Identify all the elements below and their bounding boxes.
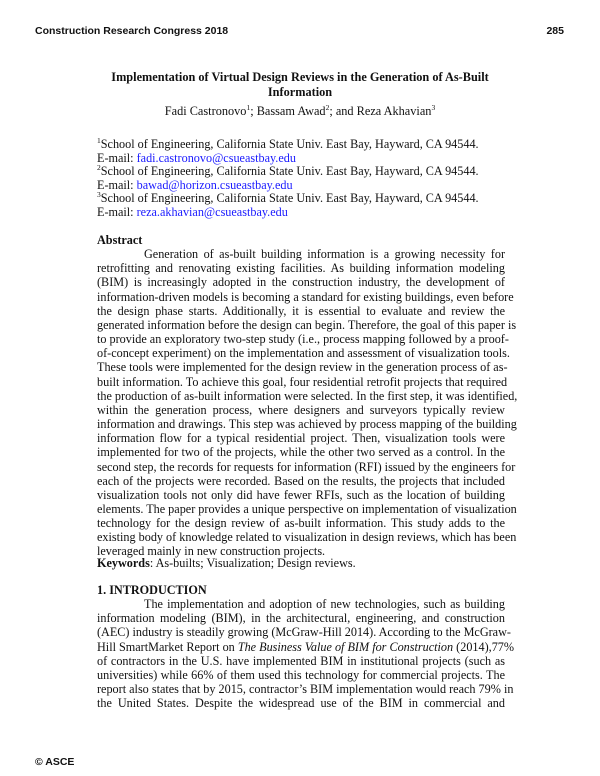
email-label: E-mail: [97, 177, 137, 192]
affiliation [97, 138, 479, 152]
paper-title [0, 70, 600, 100]
affiliation-text: School of Engineering, California State Univ. East Bay, Hayward, CA 94544. [100, 191, 479, 206]
text-line: of contractors in the U.S. have implemented BIM in institutional projects (such as [97, 653, 505, 668]
keywords-text: : As-builts; Visualization; Design reviews. [149, 556, 356, 570]
text-line: (BIM) is increasingly adopted in the construction industry, the development of [97, 275, 505, 290]
title-line: Implementation of Virtual Design Reviews in the Generation of As-Built [111, 70, 489, 84]
affiliations [97, 138, 479, 220]
affiliation-text: School of Engineering, California State Univ. East Bay, Hayward, CA 94544. [100, 164, 479, 179]
text-line: information-driven models is becoming a standard for existing buildings, even before [97, 289, 514, 304]
text-line: each of the projects were recorded. Based on the results, the projects that included [97, 473, 505, 488]
affiliation-email [97, 206, 479, 220]
text-line: These tools were implemented for the design review in the generation process of as- [97, 360, 508, 375]
author-separator: ; [250, 104, 257, 118]
affiliation-text: School of Engineering, California State Univ. East Bay, Hayward, CA 94544. [100, 137, 479, 151]
email-link[interactable]: bawad@horizon.csueastbay.edu [136, 177, 293, 192]
author-name: Fadi Castronovo [164, 104, 247, 118]
text-line: leveraged mainly in new construction projects. [97, 544, 326, 559]
email-link[interactable]: reza.akhavian@csueastbay.edu [136, 204, 288, 219]
text-line: the United States. Despite the widespread use of the BIM in commercial and [97, 696, 505, 711]
copyright-footer: © ASCE [35, 756, 75, 768]
cited-report-title: The Business Value of BIM for Construction [237, 639, 454, 654]
keywords-label: Keywords [97, 556, 150, 570]
text-line: implemented for two of the projects, while the other two served as a control. In the [97, 445, 505, 460]
text-line: retrofitting and renovating existing facilities. As building information modeling [97, 261, 505, 276]
affiliation [97, 165, 479, 179]
affiliation-sup: 2 [97, 163, 101, 173]
author-sup: 3 [431, 103, 436, 112]
author-name: Bassam Awad [256, 104, 326, 118]
author-list [0, 104, 600, 119]
author-separator: ; and [329, 104, 357, 118]
email-label: E-mail: [97, 150, 137, 165]
text-line: elements. The paper provides a unique perspective on implementation of visualization [97, 501, 517, 516]
text-line: report also states that by 2015, contractor’s BIM implementation would reach 79% in [97, 682, 514, 697]
text-line: to provide an exploratory two-step study (i.e., process mapping followed by a proof- [97, 332, 509, 347]
text-line: visualization tools not only did have fewer RFIs, such as the location of building [97, 487, 505, 502]
text-line: of-concept experiment) on the implementation and assessment of visualization tools. [97, 346, 510, 361]
email-label: E-mail: [97, 204, 137, 219]
running-header: Construction Research Congress 2018 [35, 25, 229, 37]
abstract-section [97, 233, 518, 559]
text-line: information modeling (BIM), in the architectural, engineering, and construction [97, 611, 505, 626]
text-line: the design phase starts. Additionally, it is essential to evaluate and review the [97, 303, 505, 318]
keywords [97, 556, 505, 570]
title-line: Information [267, 85, 333, 99]
author-name: Reza Akhavian [356, 104, 432, 118]
text-line: generated information before the design can begin. Therefore, the goal of this paper is [97, 317, 517, 332]
author-sup: 1 [246, 103, 251, 112]
author-sup: 2 [325, 103, 330, 112]
text-line: (AEC) industry is steadily growing (McGraw-Hill 2014). According to the McGraw- [97, 625, 511, 640]
text-line: information and drawings. This step was achieved by process mapping of the building [97, 417, 517, 432]
text-line: Generation of as-built building information is a growing necessity for [144, 247, 505, 262]
text-line: technology for the design review of as-built information. This study adds to the [97, 516, 505, 531]
affiliation [97, 192, 479, 206]
text-line: existing body of knowledge related to visualization in design reviews, which has been [97, 530, 517, 545]
text-fragment: Hill SmartMarket Report on [97, 639, 238, 654]
text-line: The implementation and adoption of new technologies, such as building [144, 597, 505, 612]
text-line: built information. To achieve this goal, four residential retrofit projects that required [97, 374, 508, 389]
page-number: 285 [546, 25, 564, 37]
text-line [97, 639, 515, 654]
email-link[interactable]: fadi.castronovo@csueastbay.edu [136, 150, 296, 165]
text-line: second step, the records for requests for information (RFI) issued by the engineers for [97, 459, 516, 474]
text-line: information flow for a typical residential project. Then, visualization tools were [97, 431, 505, 446]
text-line: universities) while 66% of them used this technology for commercial projects. The [97, 667, 505, 682]
text-line: the production of as-built information were selected. In the first step, it was identified, [97, 388, 518, 403]
introduction-heading: 1. INTRODUCTION [97, 583, 207, 597]
affiliation-sup: 1 [97, 136, 101, 145]
affiliation-sup: 3 [97, 190, 101, 200]
abstract-heading: Abstract [97, 233, 143, 247]
text-fragment: (2014),77% [453, 639, 515, 654]
introduction-section [97, 583, 515, 711]
text-line: within the generation process, where designers and surveyors typically review [97, 402, 505, 417]
